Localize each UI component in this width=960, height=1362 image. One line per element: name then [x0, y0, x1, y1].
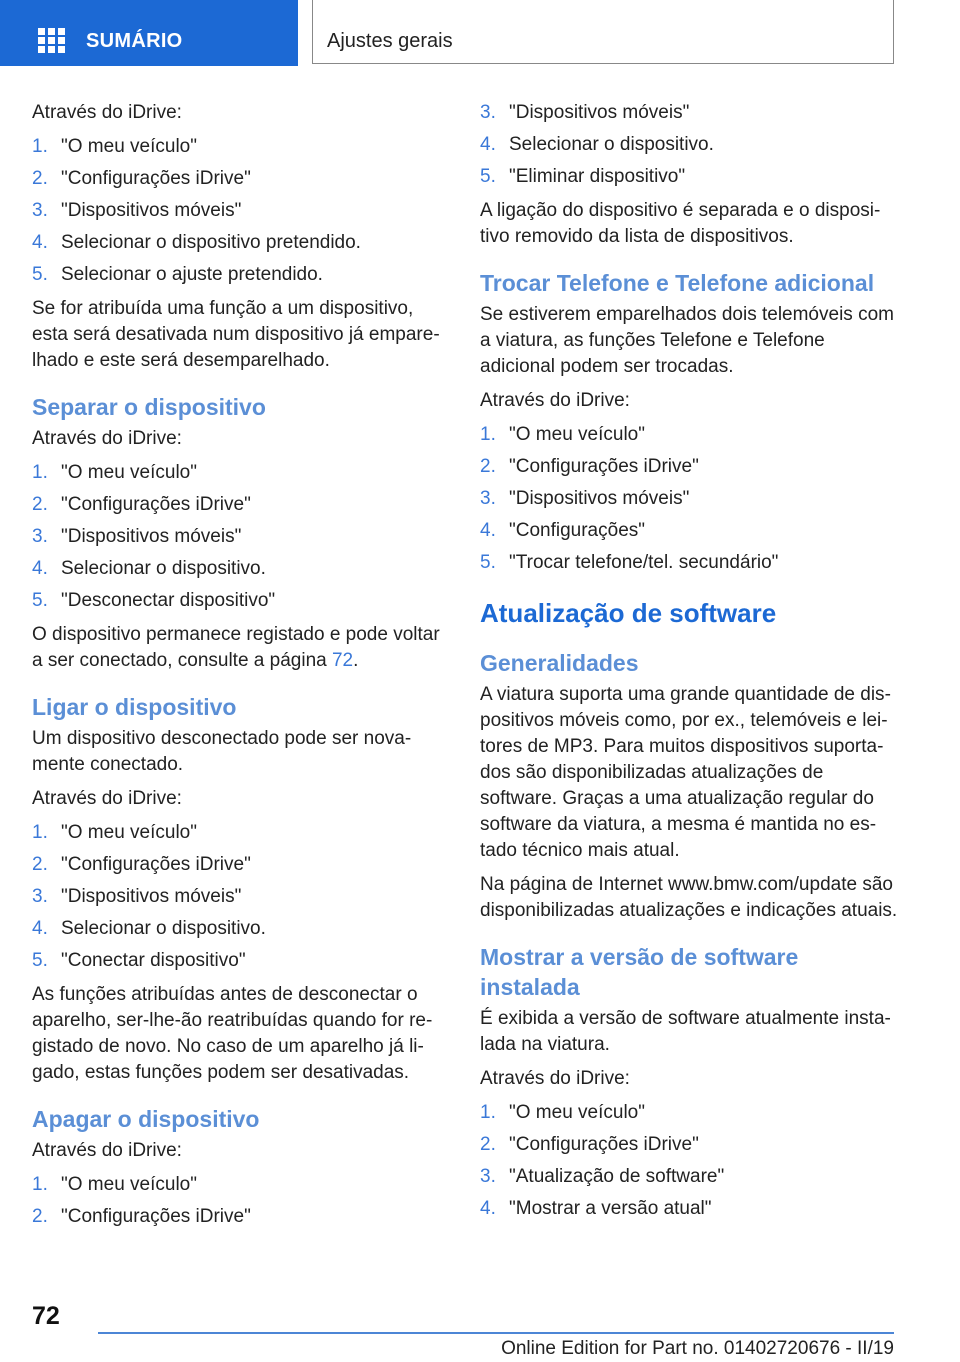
steps-list — [32, 820, 442, 974]
step-text: "Configurações iDrive" — [61, 168, 251, 189]
step-text: "Dispositivos móveis" — [509, 102, 690, 123]
summary-tab-button[interactable] — [0, 0, 298, 66]
step-text: "O meu veículo" — [61, 822, 197, 843]
intro-text: Através do iDrive: — [480, 1068, 630, 1089]
step-number: 1. — [32, 1174, 48, 1195]
footer-divider — [98, 1332, 894, 1334]
step-number: 3. — [480, 102, 496, 123]
step-number: 2. — [32, 168, 48, 189]
step-text: "Dispositivos móveis" — [61, 886, 242, 907]
steps-list — [32, 460, 442, 614]
step-text: "Configurações iDrive" — [509, 456, 699, 477]
right-column — [480, 100, 900, 1230]
step-text: "Configurações iDrive" — [61, 494, 251, 515]
list-item — [32, 852, 442, 878]
step-number: 2. — [480, 1134, 496, 1155]
step-text: Selecionar o dispositivo. — [61, 918, 266, 939]
paragraph-text: . — [353, 650, 359, 671]
list-item — [32, 524, 442, 550]
step-number: 1. — [480, 424, 496, 445]
chapter-heading-atualizacao: Atualização de software — [480, 598, 777, 628]
intro-text: Através do iDrive: — [480, 390, 630, 411]
subheading-generalidades: Generalidades — [480, 650, 639, 676]
step-text: Selecionar o dispositivo. — [61, 558, 266, 579]
step-text: "Configurações" — [509, 520, 646, 541]
subheading-mostrar-versao: Mostrar a versão de software instalada — [480, 944, 799, 1000]
paragraph: Na página de Internet www.bmw.com/update são disponibilizadas atualizações e indicações atuais. — [480, 874, 898, 921]
step-number: 3. — [32, 200, 48, 221]
list-item — [480, 454, 900, 480]
steps-list — [480, 1100, 900, 1222]
step-text: "Atualização de software" — [509, 1166, 725, 1187]
step-text: "Configurações iDrive" — [61, 854, 251, 875]
step-number: 5. — [480, 166, 496, 187]
paragraph: Se estiverem emparelhados dois telemóveis com a viatura, as funções Telefone e Telefone adicional podem ser trocadas. — [480, 304, 894, 377]
step-number: 4. — [32, 558, 48, 579]
list-item — [32, 262, 442, 288]
step-number: 5. — [32, 950, 48, 971]
steps-list — [32, 134, 442, 288]
list-item — [480, 422, 900, 448]
step-number: 1. — [480, 1102, 496, 1123]
list-item — [480, 100, 900, 126]
step-number: 3. — [32, 886, 48, 907]
section-heading-separar: Separar o dispositivo — [32, 394, 266, 420]
step-number: 4. — [480, 520, 496, 541]
intro-text: Através do iDrive: — [32, 1140, 182, 1161]
step-number: 1. — [32, 136, 48, 157]
steps-list — [480, 100, 900, 190]
step-number: 4. — [480, 134, 496, 155]
page-link[interactable]: 72 — [331, 650, 354, 671]
step-number: 4. — [32, 232, 48, 253]
list-item — [32, 588, 442, 614]
step-number: 3. — [480, 488, 496, 509]
list-item — [480, 164, 900, 190]
step-number: 4. — [32, 918, 48, 939]
top-bar — [0, 0, 960, 66]
chapter-header — [312, 0, 894, 64]
step-text: "Dispositivos móveis" — [509, 488, 690, 509]
list-item — [480, 1132, 900, 1158]
step-number: 2. — [32, 1206, 48, 1227]
step-number: 5. — [480, 552, 496, 573]
list-item — [32, 1204, 442, 1230]
step-number: 3. — [32, 526, 48, 547]
step-number: 5. — [32, 590, 48, 611]
grid-icon — [38, 28, 66, 52]
list-item — [32, 492, 442, 518]
list-item — [32, 134, 442, 160]
step-text: "Eliminar dispositivo" — [509, 166, 686, 187]
summary-tab-label: SUMÁRIO — [86, 30, 183, 52]
paragraph: A ligação do dispositivo é separada e o dispositivo removido da lista de dispositivos. — [480, 200, 881, 247]
step-text: "O meu veículo" — [61, 1174, 197, 1195]
list-item — [480, 1196, 900, 1222]
paragraph-text: O dispositivo permanece registado e pode voltar a ser conectado, consulte a página — [32, 624, 440, 671]
list-item — [32, 230, 442, 256]
left-column — [32, 100, 442, 1238]
step-text: "O meu veículo" — [509, 1102, 645, 1123]
step-number: 4. — [480, 1198, 496, 1219]
list-item — [480, 1164, 900, 1190]
step-number: 2. — [32, 854, 48, 875]
step-text: "Mostrar a versão atual" — [509, 1198, 712, 1219]
step-text: "Dispositivos móveis" — [61, 200, 242, 221]
step-number: 2. — [480, 456, 496, 477]
paragraph — [32, 622, 442, 674]
step-text: Selecionar o dispositivo. — [509, 134, 714, 155]
section-heading-trocar: Trocar Telefone e Telefone adicional — [480, 270, 875, 296]
list-item — [32, 556, 442, 582]
list-item — [32, 198, 442, 224]
list-item — [480, 1100, 900, 1126]
section-heading-ligar: Ligar o dispositivo — [32, 694, 237, 720]
list-item — [480, 518, 900, 544]
edition-footer: Online Edition for Part no. 01402720676 - II/19 — [501, 1338, 894, 1359]
paragraph: É exibida a versão de software atualmente instalada na viatura. — [480, 1008, 891, 1055]
step-text: Selecionar o ajuste pretendido. — [61, 264, 323, 285]
list-item — [32, 820, 442, 846]
chapter-title: Ajustes gerais — [327, 30, 453, 52]
step-text: "O meu veículo" — [61, 136, 197, 157]
steps-list — [32, 1172, 442, 1230]
section-heading-apagar: Apagar o dispositivo — [32, 1106, 260, 1132]
list-item — [32, 460, 442, 486]
step-text: "Configurações iDrive" — [509, 1134, 699, 1155]
intro-text: Através do iDrive: — [32, 102, 182, 123]
paragraph: A viatura suporta uma grande quantidade de dispositivos móveis como, por ex., telemóveis e leitores de MP3. Para muitos dispositivos suportados são disponibilizadas atualizações de software. Graças a uma atualização regular do software da viatura, a mesma é mantida no estado técnico mais atual. — [480, 684, 891, 861]
list-item — [32, 166, 442, 192]
list-item — [32, 916, 442, 942]
step-number: 3. — [480, 1166, 496, 1187]
list-item — [32, 948, 442, 974]
list-item — [32, 884, 442, 910]
step-number: 5. — [32, 264, 48, 285]
step-text: "O meu veículo" — [61, 462, 197, 483]
step-number: 1. — [32, 822, 48, 843]
paragraph: Um dispositivo desconectado pode ser novamente conectado. — [32, 728, 412, 775]
list-item — [480, 486, 900, 512]
step-text: Selecionar o dispositivo pretendido. — [61, 232, 361, 253]
paragraph: As funções atribuídas antes de desconectar o aparelho, ser-lhe-ão reatribuídas quando for registado de novo. No caso de um aparelho já ligado, estas funções podem ser desativadas. — [32, 984, 433, 1083]
paragraph: Se for atribuída uma função a um dispositivo, esta será desativada num dispositivo já emparelhado e este será desemparelhado. — [32, 298, 440, 371]
step-text: "Trocar telefone/tel. secundário" — [509, 552, 779, 573]
steps-list — [480, 422, 900, 576]
step-text: "Configurações iDrive" — [61, 1206, 251, 1227]
list-item — [32, 1172, 442, 1198]
page-number: 72 — [32, 1302, 60, 1330]
step-number: 1. — [32, 462, 48, 483]
step-number: 2. — [32, 494, 48, 515]
step-text: "Desconectar dispositivo" — [61, 590, 276, 611]
intro-text: Através do iDrive: — [32, 788, 182, 809]
list-item — [480, 132, 900, 158]
list-item — [480, 550, 900, 576]
intro-text: Através do iDrive: — [32, 428, 182, 449]
step-text: "Dispositivos móveis" — [61, 526, 242, 547]
step-text: "Conectar dispositivo" — [61, 950, 246, 971]
step-text: "O meu veículo" — [509, 424, 645, 445]
